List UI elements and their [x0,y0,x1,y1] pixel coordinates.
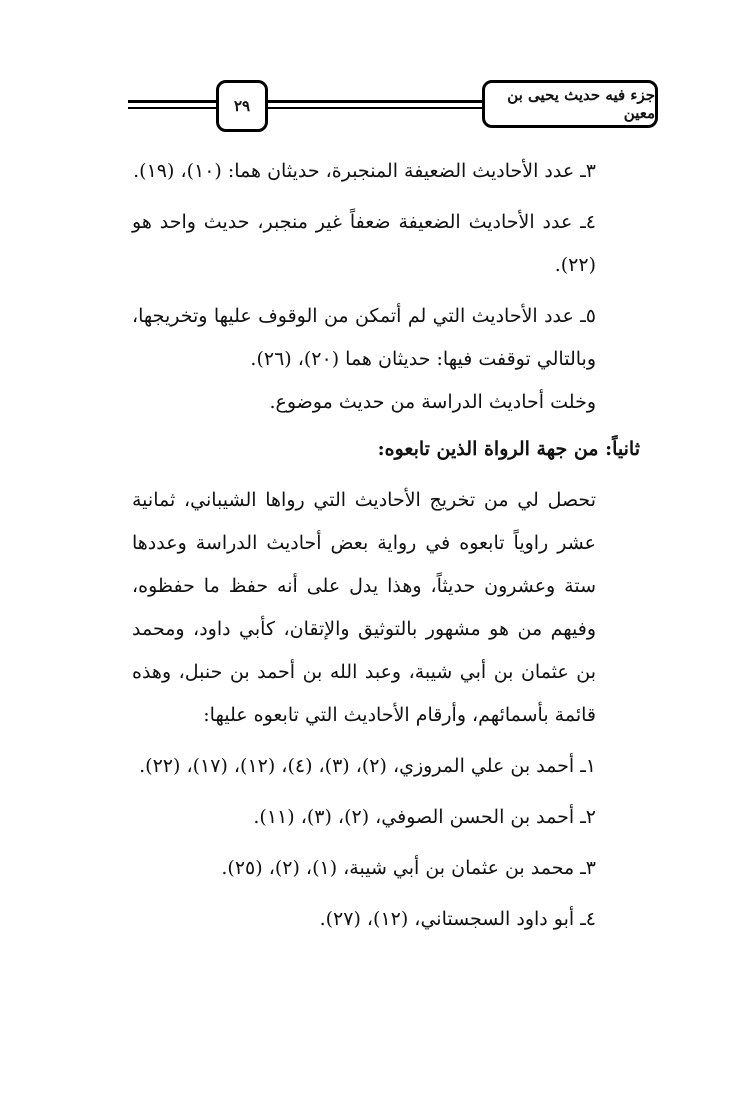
page-number: ٢٩ [216,80,268,132]
paragraph-unfound: ٥ـ عدد الأحاديث التي لم أتمكن من الوقوف عليها وتخريجها، وبالتالي توقفت فيها: حديثان هما (٢٠)، (٢٦). [132,305,596,370]
paragraph-narrators: تحصل لي من تخريج الأحاديث التي رواها الشيباني، ثمانية عشر راوياً تابعوه في رواية بعض أحاديث الدراسة وعددها ستة وعشرون حديثاً، وهذا يدل على أنه حفظ ما حفظوه، وفيهم من هو مشهور بالتوثيق والإتقان، كأبي داود، ومحمد بن عثمان بن أبي شيبة، وعبد الله بن أحمد بن حنبل، وهذه قائمة بأسمائهم، وأرقام الأحاديث التي تابعوه عليها: [132,489,596,726]
book-title: جزء فيه حديث يحيى بن معين [482,80,658,128]
page-header [128,80,658,132]
section-heading: ثانياً: من جهة الرواة الذين تابعوه: [377,438,640,460]
list-item-narrator-1: ١ـ أحمد بن علي المروزي، (٢)، (٣)، (٤)، (١٢)، (١٧)، (٢٢). [139,755,596,777]
paragraph-weak-unreinforced: ٤ـ عدد الأحاديث الضعيفة ضعفاً غير منجبر، حديث واحد هو (٢٢). [132,211,596,276]
page-body [132,150,640,941]
list-item-narrator-4: ٤ـ أبو داود السجستاني، (١٢)، (٢٧). [319,908,596,930]
paragraph-weak-reinforced: ٣ـ عدد الأحاديث الضعيفة المنجبرة، حديثان هما: (١٠)، (١٩). [133,160,596,182]
paragraph-no-fabricated: وخلت أحاديث الدراسة من حديث موضوع. [269,391,596,413]
list-item-narrator-3: ٣ـ محمد بن عثمان بن أبي شيبة، (١)، (٢)، (٢٥). [221,857,596,879]
list-item-narrator-2: ٢ـ أحمد بن الحسن الصوفي، (٢)، (٣)، (١١). [253,806,596,828]
